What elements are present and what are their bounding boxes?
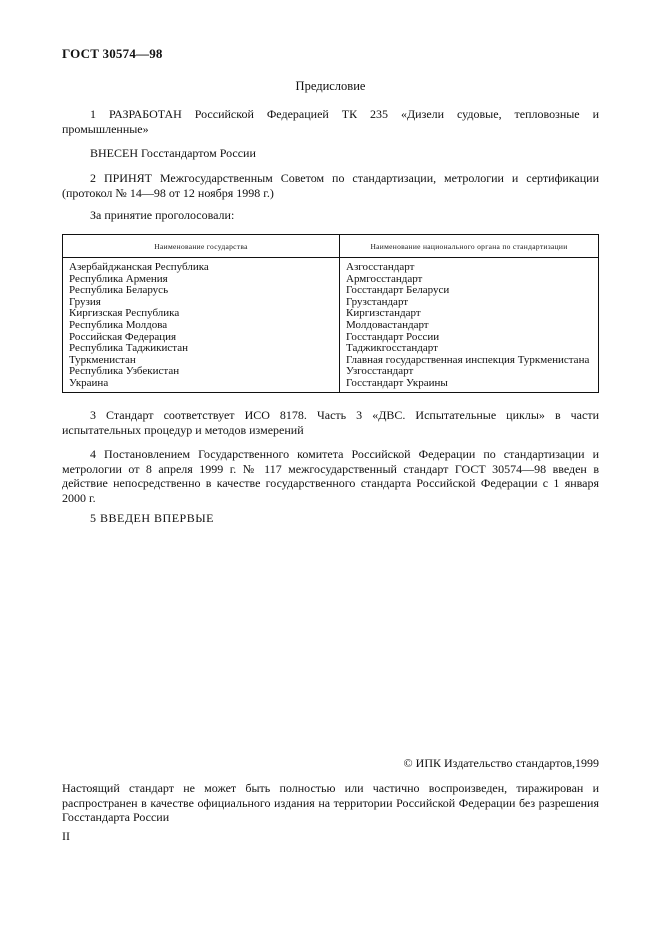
state-name: Грузия — [69, 295, 101, 308]
section-introduced-by — [62, 146, 599, 161]
standards-body-name: Госстандарт России — [346, 330, 440, 343]
state-name: Республика Молдова — [69, 318, 168, 331]
standards-body-name: Азгосстандарт — [346, 261, 415, 273]
state-name: Республика Таджикистан — [69, 342, 188, 355]
bodies-column — [340, 258, 599, 393]
section-1-developed — [62, 107, 599, 136]
section-5-text: 5 ВВЕДЕН ВПЕРВЫЕ — [90, 511, 214, 525]
column-header-body: Наименование национального органа по стандартизации — [340, 235, 599, 258]
section-3-text: 3 Стандарт соответствует ИСО 8178. Часть 3 «ДВС. Испытательные циклы» в части испытательных процедур и методов измерений — [62, 408, 599, 437]
standards-body-name: Армгосстандарт — [346, 272, 423, 285]
state-name: Республика Беларусь — [69, 284, 169, 297]
state-name: Киргизская Республика — [69, 307, 180, 320]
state-name: Туркменистан — [69, 353, 136, 366]
table-row — [63, 258, 599, 393]
standards-body-name: Таджикгосстандарт — [346, 342, 438, 355]
section-3-conformity — [62, 408, 599, 437]
state-name: Республика Армения — [69, 272, 168, 285]
standards-body-name: Госстандарт Беларуси — [346, 284, 450, 297]
table-header-row — [63, 235, 599, 258]
section-2-text: 2 ПРИНЯТ Межгосударственным Советом по стандартизации, метрологии и сертификации (протокол № 14—98 от 12 ноября 1998 г.) — [62, 171, 599, 200]
state-name: Украина — [69, 376, 109, 389]
standards-body-name: Госстандарт Украины — [346, 376, 448, 389]
section-4-text: 4 Постановлением Государственного комитета Российской Федерации по стандартизации и метрологии от 8 апреля 1999 г. № 117 межгосударственный стандарт ГОСТ 30574—98 введен в действие непосредственно в качестве государственного стандарта Российской Федерации с 1 января 2000 г. — [62, 447, 599, 505]
vote-intro-text: За принятие проголосовали: — [90, 208, 235, 222]
states-column — [63, 258, 340, 393]
page-number: II — [62, 829, 70, 843]
state-name: Российская Федерация — [69, 330, 177, 343]
column-header-state: Наименование государства — [63, 235, 340, 258]
section-1-text: 1 РАЗРАБОТАН Российской Федерацией ТК 235 «Дизели судовые, тепловозные и промышленные» — [62, 107, 599, 136]
page-title: Предисловие — [295, 79, 366, 93]
section-4-enacted — [62, 447, 599, 505]
reproduction-notice — [62, 781, 599, 825]
state-name: Республика Узбекистан — [69, 365, 180, 378]
standards-body-name: Киргизстандарт — [346, 307, 421, 320]
document-code: ГОСТ 30574—98 — [62, 46, 163, 61]
section-5-introduced-first — [62, 511, 599, 526]
voting-states-table — [62, 234, 599, 393]
standards-body-name: Узгосстандарт — [346, 365, 414, 378]
standards-body-name: Главная государственная инспекция Туркменистана — [346, 353, 590, 366]
standards-body-name: Молдовастандарт — [346, 318, 429, 331]
state-name: Азербайджанская Республика — [69, 261, 209, 273]
section-2-adopted — [62, 171, 599, 200]
introduced-by-text: ВНЕСЕН Госстандартом России — [90, 146, 256, 160]
standards-body-name: Грузстандарт — [346, 295, 409, 308]
vote-intro — [62, 208, 599, 223]
reproduction-notice-text: Настоящий стандарт не может быть полностью или частично воспроизведен, тиражирован и распространен в качестве официального издания на территории Российской Федерации без разрешения Госстандарта России — [62, 781, 599, 824]
copyright-line: © ИПК Издательство стандартов,1999 — [403, 756, 599, 770]
